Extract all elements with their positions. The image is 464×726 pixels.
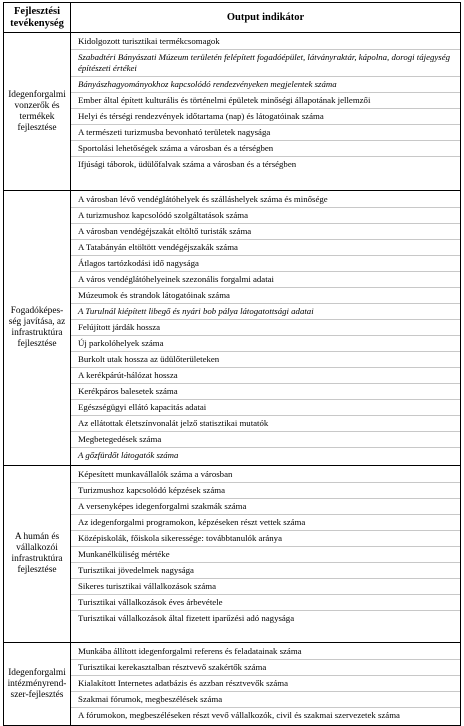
indicator-item: A Turulnál kiépített libegő és nyári bob pálya látogatottsági adatai xyxy=(71,304,460,320)
indicator-list-cell xyxy=(71,466,461,643)
indicator-item: Kerékpáros balesetek száma xyxy=(71,384,460,400)
table-row xyxy=(4,643,461,726)
indicator-list-cell xyxy=(71,33,461,191)
indicator-item: Munkanélküliség mértéke xyxy=(71,547,460,563)
indicator-item: A kerékpárút-hálózat hossza xyxy=(71,368,460,384)
development-area-cell: Idegenforgalmi intézményrend-szer-fejlesztés xyxy=(4,643,71,726)
indicator-item: A város vendéglátóhelyeinek szezonális forgalmi adatai xyxy=(71,272,460,288)
development-area-cell: Idegenforgalmi vonzerők és termékek fejlesztése xyxy=(4,33,71,191)
indicator-item: A versenyképes idegenforgalmi szakmák száma xyxy=(71,499,460,515)
development-area-cell: A humán és vállalkozói infrastruktúra fejlesztése xyxy=(4,466,71,643)
indicator-item: Az ellátottak életszínvonalát jelző statisztikai mutatók xyxy=(71,416,460,432)
indicator-item: Turisztikai vállalkozások által fizetett iparűzési adó nagysága xyxy=(78,613,295,623)
header-development-activity: Fejlesztési tevékenység xyxy=(4,3,71,33)
table-row xyxy=(4,33,461,191)
indicator-item: Kidolgozott turisztikai termékcsomagok xyxy=(71,34,460,50)
indicator-item: Turisztikai kerekasztalban résztvevő szakértők száma xyxy=(71,660,460,676)
indicator-item: Munkába állított idegenforgalmi referens és feladatainak száma xyxy=(71,644,460,660)
indicator-item: A Tatabányán eltöltött vendégéjszakák száma xyxy=(71,240,460,256)
indicator-item: Múzeumok és strandok látogatóinak száma xyxy=(71,288,460,304)
indicator-item: A gőzfürdőt látogatók száma xyxy=(78,450,179,460)
table-row xyxy=(4,466,461,643)
header-output-indicator: Output indikátor xyxy=(71,3,461,33)
indicator-item: Burkolt utak hossza az üdülőterületeken xyxy=(71,352,460,368)
indicator-item: A fórumokon, megbeszéléseken részt vevő vállalkozók, civil és szakmai szervezetek száma xyxy=(78,710,400,720)
table-row xyxy=(4,191,461,466)
indicator-item: Új parkolóhelyek száma xyxy=(71,336,460,352)
indicator-item: Átlagos tartózkodási idő nagysága xyxy=(71,256,460,272)
indicator-item: Középiskolák, főiskola sikeressége: továbbtanulók aránya xyxy=(71,531,460,547)
indicator-item: A turizmushoz kapcsolódó szolgáltatások száma xyxy=(71,208,460,224)
indicator-item: Egészségügyi ellátó kapacitás adatai xyxy=(71,400,460,416)
indicator-item: Felújított járdák hossza xyxy=(71,320,460,336)
indicator-item: Szakmai fórumok, megbeszélések száma xyxy=(71,692,460,708)
indicator-table xyxy=(3,2,461,726)
indicator-item: Szabadtéri Bányászati Múzeum területén felépített fogadóépület, látványraktár, kápolna, dorogi tájegység építészeti értékei xyxy=(71,50,460,77)
indicator-item: Turizmushoz kapcsolódó képzések száma xyxy=(71,483,460,499)
indicator-list-cell xyxy=(71,191,461,466)
table-header-row xyxy=(4,3,461,33)
indicator-item: Ifjúsági táborok, üdülőfalvak száma a városban és a térségben xyxy=(78,159,297,169)
development-area-cell: Fogadóképes-ség javítása, az infrastruktúra fejlesztése xyxy=(4,191,71,466)
indicator-item: Az idegenforgalmi programokon, képzéseken részt vettek száma xyxy=(71,515,460,531)
indicator-list-cell xyxy=(71,643,461,726)
indicator-item: Bányászhagyományokhoz kapcsolódó rendezvényeken megjelentek száma xyxy=(71,77,460,93)
indicator-item: Megbetegedések száma xyxy=(71,432,460,448)
indicator-item: Ember által épített kulturális és történelmi épületek minőségi állapotának jellemzői xyxy=(71,93,460,109)
indicator-item: Sportolási lehetőségek száma a városban és a térségben xyxy=(71,141,460,157)
indicator-item: Képesített munkavállalók száma a városban xyxy=(71,467,460,483)
indicator-item: Kialakított Internetes adatbázis és azzban résztvevők száma xyxy=(71,676,460,692)
indicator-item: Turisztikai vállalkozások éves árbevétele xyxy=(71,595,460,611)
indicator-item: A városban lévő vendéglátóhelyek és szálláshelyek száma és minősége xyxy=(71,192,460,208)
indicator-item: Sikeres turisztikai vállalkozások száma xyxy=(71,579,460,595)
indicator-item: Turisztikai jövedelmek nagysága xyxy=(71,563,460,579)
indicator-item: A természeti turizmusba bevonható területek nagysága xyxy=(71,125,460,141)
indicator-item: Helyi és térségi rendezvények időtartama (nap) és látogatóinak száma xyxy=(71,109,460,125)
indicator-item: A városban vendégéjszakát eltöltő turisták száma xyxy=(71,224,460,240)
